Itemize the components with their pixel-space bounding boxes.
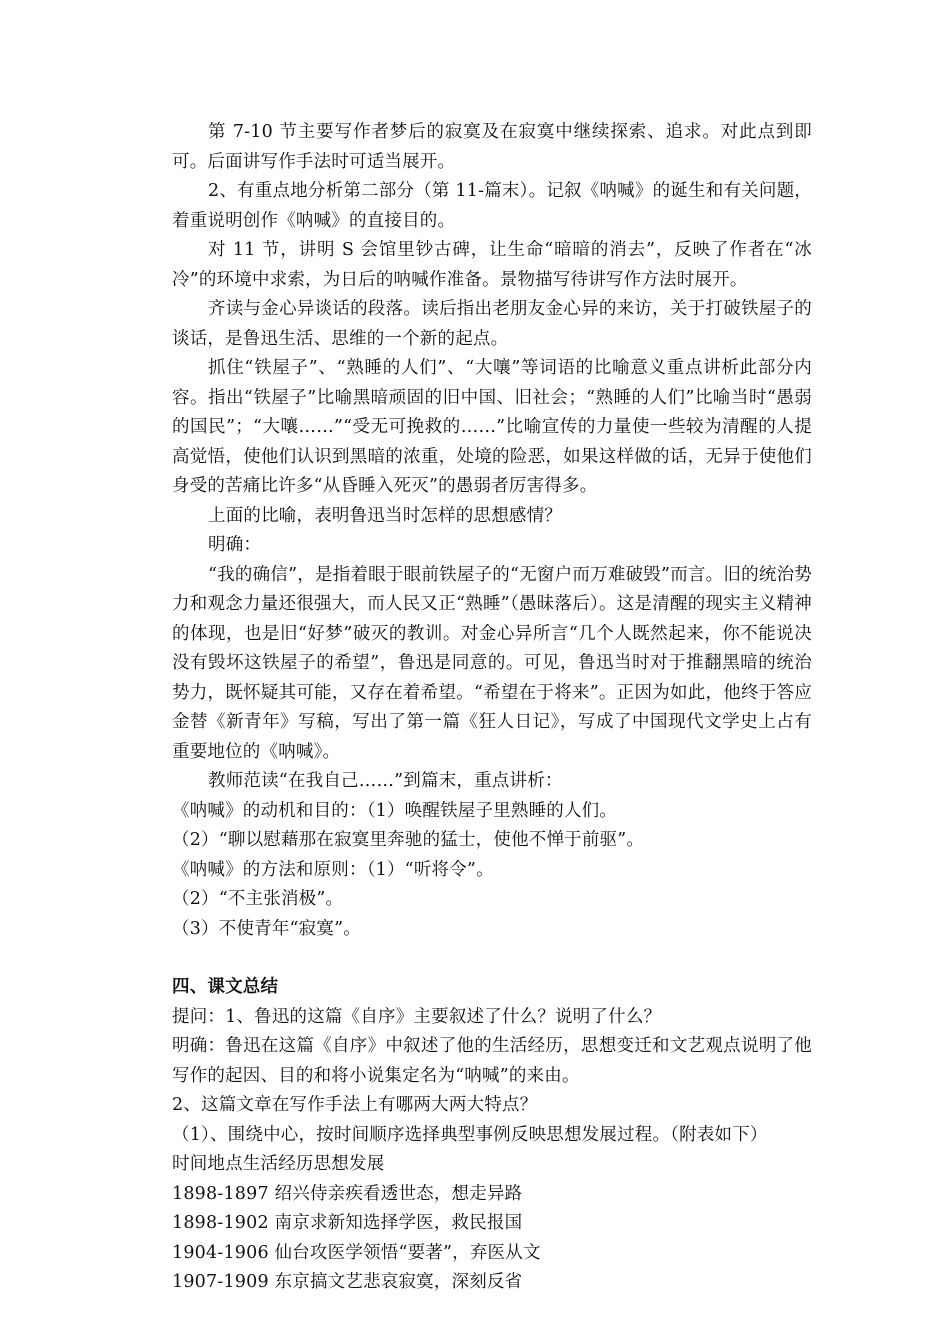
- paragraph: 对 11 节，讲明 S 会馆里钞古碑，让生命“暗暗的消去”，反映了作者在“冰冷”的环境中求索，为日后的呐喊作准备。景物描写待讲写作方法时展开。: [172, 240, 812, 290]
- paragraph: 上面的比喻，表明鲁迅当时怎样的思想感情？: [208, 505, 562, 526]
- paragraph: “我的确信”，是指着眼于眼前铁屋子的“无窗户而万难破毁”而言。旧的统治势力和观念力量还很强大，而人民又正“熟睡”（愚昧落后）。这是清醒的现实主义精神的体现，也是旧“好梦”破灭的教训。对金心异所言“几个人既然起来，你不能说决没有毁坏这铁屋子的希望”，鲁迅是同意的。可见，鲁迅当时对于推翻黑暗的统治势力，既怀疑其可能，又存在着希望。“希望在于将来”。正因为如此，他终于答应金替《新青年》写稿，写出了第一篇《狂人日记》，写成了中国现代文学史上占有重要地位的《呐喊》。: [172, 564, 812, 762]
- paragraph: 第 7-10 节主要写作者梦后的寂寞及在寂寞中继续探索、追求。对此点到即可。后面讲写作手法时可适当展开。: [172, 122, 812, 172]
- paragraph: 明确：: [208, 535, 262, 555]
- table-row: 1898-1902 南京求新知选择学医，救民报国: [172, 1213, 523, 1233]
- table-row: 1898-1897 绍兴侍亲疾看透世态，想走异路: [172, 1183, 523, 1204]
- paragraph: 《呐喊》的动机和目的：（1）唤醒铁屋子里熟睡的人们。: [172, 800, 618, 821]
- paragraph: 2、有重点地分析第二部分（第 11-篇末）。记叙《呐喊》的诞生和有关问题，着重说明创作《呐喊》的直接目的。: [172, 181, 812, 231]
- section-heading: 四、课文总结: [172, 977, 279, 997]
- table-row: 1904-1906 仙台攻医学领悟“要著”，弃医从文: [172, 1242, 541, 1263]
- paragraph: （2）“不主张消极”。: [172, 889, 344, 909]
- paragraph: （2）“聊以慰藉那在寂寞里奔驰的猛士，使他不惮于前驱”。: [172, 830, 645, 850]
- section-line: 明确：鲁迅在这篇《自序》中叙述了他的生活经历，思想变迁和文艺观点说明了他写作的起因、目的和将小说集定名为“呐喊”的来由。: [172, 1036, 812, 1086]
- paragraph: 齐读与金心异谈话的段落。读后指出老朋友金心异的来访，关于打破铁屋子的谈话，是鲁迅生活、思维的一个新的起点。: [172, 299, 812, 349]
- paragraph: 《呐喊》的方法和原则：（1）“听将令”。: [172, 859, 494, 880]
- section-line: 2、这篇文章在写作手法上有哪两大两大特点？: [172, 1095, 538, 1115]
- paragraph: 教师范读“在我自己……”到篇末，重点讲析：: [208, 771, 563, 791]
- section-line: 提问：1、鲁迅的这篇《自序》主要叙述了什么？说明了什么？: [172, 1006, 662, 1027]
- table-row: 1907-1909 东京搞文艺悲哀寂寞，深刻反省: [172, 1272, 523, 1292]
- section-line: （1）、围绕中心，按时间顺序选择典型事例反映思想发展过程。（附表如下）: [172, 1124, 768, 1145]
- table-header-line: 时间地点生活经历思想发展: [172, 1154, 385, 1174]
- paragraph: （3）不使青年“寂寞”。: [172, 918, 361, 939]
- document-body: [172, 118, 812, 1298]
- paragraph: 抓住“铁屋子”、“熟睡的人们”、“大嚷”等词语的比喻意义重点讲析此部分内容。指出“铁屋子”比喻黑暗顽固的旧中国、旧社会；“熟睡的人们”比喻当时“愚弱的国民”；“大嚷……”“受无可挽救的……”比喻宣传的力量使一些较为清醒的人提高觉悟，使他们认识到黑暗的浓重，处境的险恶，如果这样做的话，无异于使他们身受的苦痛比许多“从昏睡入死灭”的愚弱者厉害得多。: [172, 358, 812, 496]
